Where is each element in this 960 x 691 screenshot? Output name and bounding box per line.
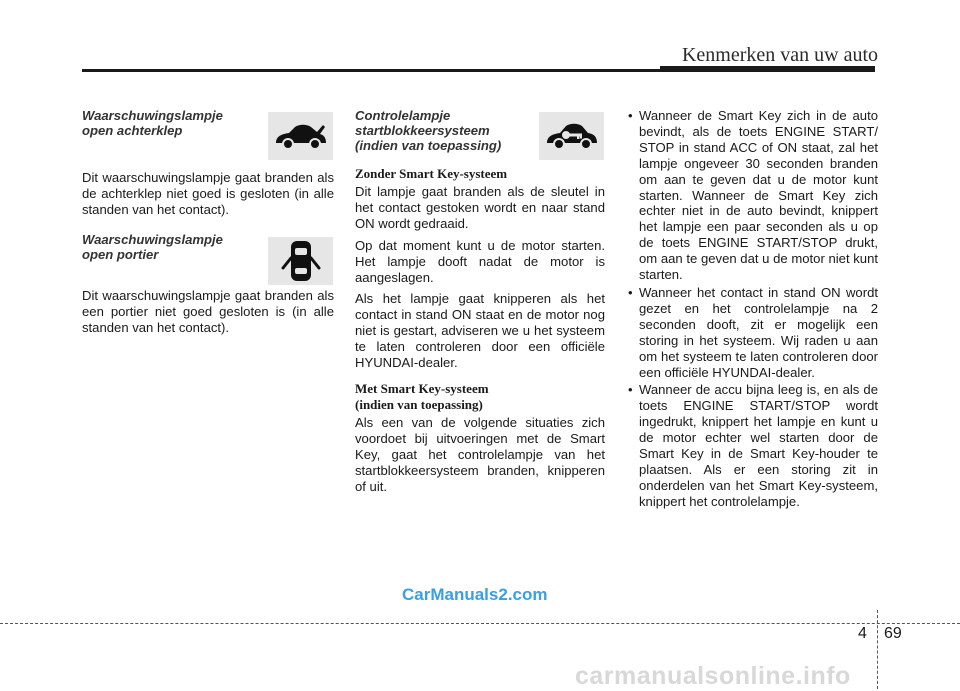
watermark-link[interactable]: CarManuals2.com: [402, 585, 548, 604]
header-rule-accent: [660, 66, 875, 72]
page-number: 69: [884, 625, 902, 642]
footer-divider: [0, 623, 960, 624]
door-warning-text: Dit waarschuwingslampje gaat branden als een portier niet goed gesloten is (in alle standen van het contact).: [82, 287, 334, 335]
heading-line: (indien van toepassing): [355, 138, 502, 153]
list-item: • Wanneer de Smart Key zich in de auto bevindt, als de toets ENGINE START/ STOP in stand ACC of ON staat, zal het lampje ongeveer 30 seconden branden om aan te geven dat u de motor kunt starten. Wanneer de Smart Key zich echter niet in de auto bevindt, knippert het lampje een paar seconden als u op de toets ENGINE START/STOP drukt, om aan te geven dat u de motor niet kunt starten.: [624, 108, 878, 283]
footer-divider-vertical: [877, 610, 878, 689]
immobilizer-text-4: Als een van de volgende situaties zich voordoet bij uitvoeringen met de Smart Key, gaat het controlelampje van het startblokkeersysteem branden, knipperen of uit.: [355, 414, 605, 494]
immobilizer-text-3: Als het lampje gaat knipperen als het contact in stand ON staat en de motor nog niet is gestart, adviseren we u het systeem te laten controleren door een officiële HYUNDAI-dealer.: [355, 291, 605, 371]
chapter-number: 4: [858, 625, 867, 642]
car-trunk-open-icon: [268, 112, 333, 160]
subheading-with-smart-key: [355, 381, 605, 413]
heading-line: open achterklep: [82, 123, 183, 138]
heading-line: startblokkeersysteem: [355, 123, 490, 138]
page-header-title: Kenmerken van uw auto: [681, 44, 878, 66]
car-door-open-icon: [268, 237, 333, 285]
heading-line: Controlelampje: [355, 108, 451, 123]
column-3: [624, 108, 878, 512]
list-item: • Wanneer het contact in stand ON wordt gezet en het controlelampje na 2 seconden dooft, zit er mogelijk een storing in het systeem. Wij raden u aan om het systeem te laten controleren door een officiële HYUNDAI-dealer.: [624, 285, 878, 380]
list-item: • Wanneer de accu bijna leeg is, en als de toets ENGINE START/STOP wordt ingedrukt, knippert het lampje en kunt u de motor echter wel starten door de Smart Key in de Smart Key-houder te plaatsen. Als er een storing zit in onderdelen van het Smart Key-systeem, knippert het controlelampje.: [624, 382, 878, 509]
smart-key-bullet-list: [624, 108, 878, 510]
heading-line: Waarschuwingslampje: [82, 231, 223, 247]
immobilizer-text-2: Op dat moment kunt u de motor starten. Het lampje dooft nadat de motor is aangeslagen.: [355, 237, 605, 285]
column-2: [355, 108, 605, 501]
heading-line: Waarschuwingslampje: [82, 108, 223, 123]
subheading-line: (indien van toepassing): [355, 396, 483, 412]
trunk-warning-text: Dit waarschuwingslampje gaat branden als de achterklep niet goed is gesloten (in alle standen van het contact).: [82, 170, 334, 217]
car-key-immobilizer-icon: [539, 112, 604, 160]
immobilizer-text-1: Dit lampje gaat branden als de sleutel in het contact gestoken wordt en naar stand ON wordt gedraaid.: [355, 184, 605, 231]
subheading-line: Met Smart Key-systeem: [355, 380, 489, 396]
watermark-bottom: carmanualsonline.info: [575, 662, 851, 690]
heading-line: open portier: [82, 246, 159, 262]
subheading-without-smart-key: Zonder Smart Key-systeem: [355, 166, 508, 181]
